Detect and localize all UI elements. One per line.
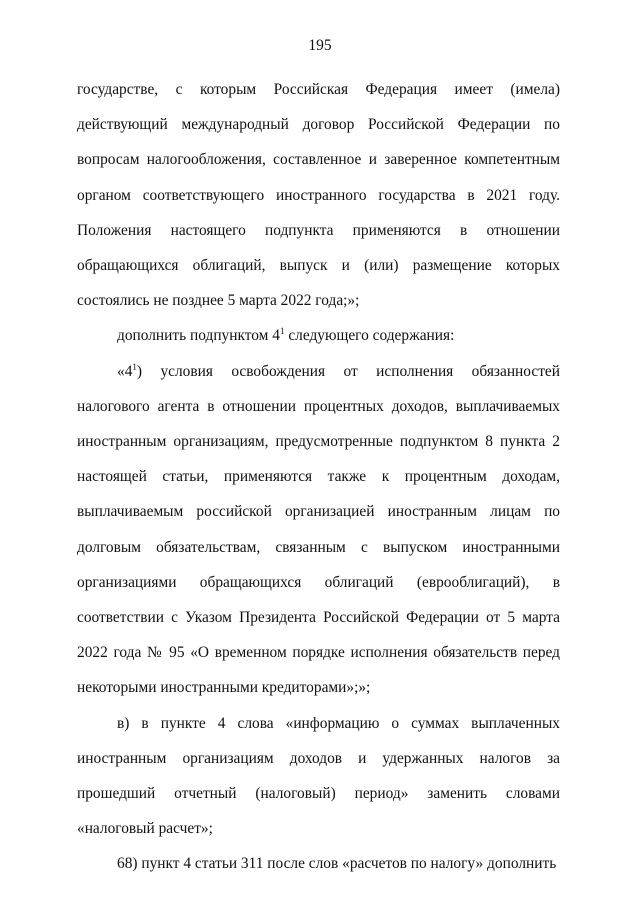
subitem-open: «4 <box>117 362 133 380</box>
paragraph-subitem-4-1 <box>77 354 560 706</box>
superscript-marker: 1 <box>132 361 137 372</box>
subitem-text: ) условия освобождения от исполнения обязанностей налогового агента в отношении процентных доходов, выплачиваемых иностранным организациям, предусмотренные подпунктом 8 пункта 2 настоящей статьи, применяются также к процентным доходам, выплачиваемым российской организацией иностранным лицам по долговым обязательствам, связанным с выпуском иностранными организациями обращающихся облигаций (еврооблигаций), в соответствии с Указом Президента Российской Федерации от 5 марта 2022 года № 95 «О временном порядке исполнения обязательств перед некоторыми иностранными кредиторами»;»; <box>77 362 560 697</box>
superscript-marker: 1 <box>279 326 285 337</box>
paragraph-item-v: в) в пункте 4 слова «информацию о суммах выплаченных иностранным организациям доходов и удержанных налогов за прошедший отчетный (налоговый) период» заменить словами «налоговый расчет»; <box>77 714 560 838</box>
paragraph-add-subitem-text: дополнить подпунктом 4 <box>117 327 280 345</box>
paragraph-item-68: 68) пункт 4 статьи 311 после слов «расчетов по налогу» дополнить <box>117 855 557 873</box>
page-number: 195 <box>308 37 332 54</box>
paragraph-add-subitem-tail: следующего содержания: <box>284 327 455 345</box>
paragraph-add-subitem <box>77 318 560 353</box>
document-body <box>77 72 560 882</box>
paragraph-continuation: государстве, с которым Российская Федерация имеет (имела) действующий международный договор Российской Федерации по вопросам налогообложения, составленное и заверенное компетентным органом соответствующего иностранного государства в 2021 году. Положения настоящего подпункта применяются в отношении обращающихся облигаций, выпуск и (или) размещение которых состоялись не позднее 5 марта 2022 года;»; <box>77 81 560 310</box>
